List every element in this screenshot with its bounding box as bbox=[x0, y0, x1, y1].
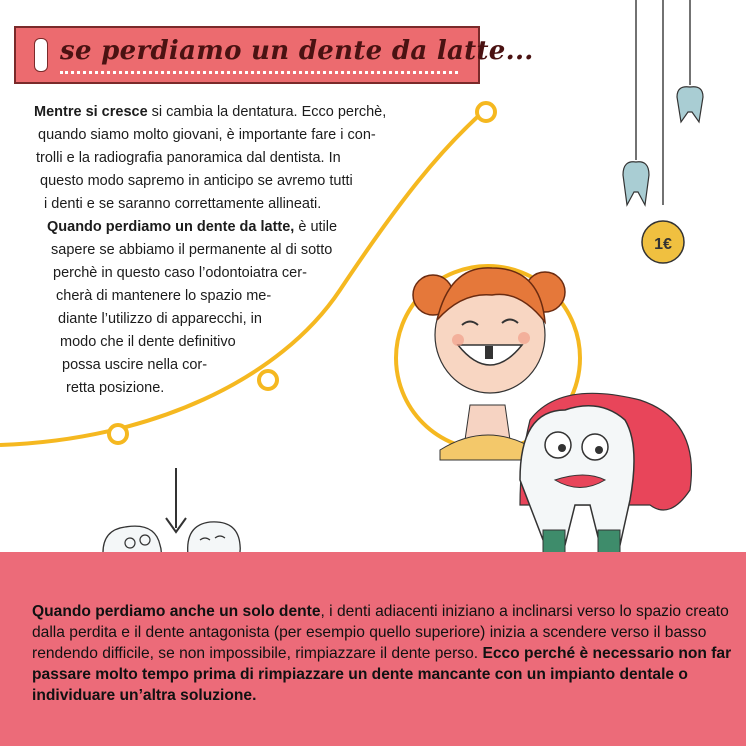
page-title: se perdiamo un dente da latte... bbox=[60, 36, 534, 66]
intro-line-4: questo modo sapremo in anticipo se avremo tutti bbox=[40, 173, 353, 189]
coin-icon bbox=[642, 221, 684, 263]
hanging-tooth-icon-2 bbox=[677, 87, 703, 122]
superhero-tooth-character bbox=[520, 393, 691, 560]
intro-line-3: trolli e la radiografia panoramica dal dentista. In bbox=[36, 150, 341, 166]
hanging-tooth-icon-1 bbox=[623, 162, 649, 205]
curve-ring-bottom bbox=[109, 425, 127, 443]
intro-paragraph bbox=[34, 103, 386, 122]
milk-tooth-line-2: sapere se abbiamo il permanente al di sotto bbox=[51, 242, 333, 258]
curve-ring-top bbox=[477, 103, 495, 121]
missing-tooth-closing: Ecco perché è necessario non far passare molto tempo prima di rimpiazzare un dente mancante con un impianto dentale o individuare un’altra soluzione. bbox=[32, 645, 732, 704]
missing-tooth-lead: Quando perdiamo anche un solo dente bbox=[32, 603, 321, 620]
intro-line-5: i denti e se saranno correttamente allineati. bbox=[44, 196, 322, 212]
curve-ring-middle bbox=[259, 371, 277, 389]
missing-tooth-paragraph bbox=[32, 601, 732, 706]
milk-tooth-line-8: retta posizione. bbox=[66, 380, 165, 396]
milk-tooth-line-5: diante l’utilizzo di apparecchi, in bbox=[58, 311, 262, 327]
missing-tooth-body: , i denti adiacenti iniziano a inclinarsi verso lo spazio creato dalla perdita e il dente antagonista (per esempio quello superiore) inizia a scendere verso il basso rendendo difficile, se non impossibile, rimpiazzare il dente perso. bbox=[32, 603, 729, 662]
milk-tooth-line-3: perchè in questo caso l’odontoiatra cer- bbox=[53, 265, 307, 281]
milk-tooth-line-4: cherà di mantenere lo spazio me- bbox=[56, 288, 272, 304]
intro-line-1: Mentre si cresce si cambia la dentatura. Ecco perchè, bbox=[34, 104, 387, 120]
milk-tooth-lead: Quando perdiamo un dente da latte, bbox=[47, 219, 295, 235]
intro-lead: Mentre si cresce bbox=[34, 104, 148, 120]
intro-line-2: quando siamo molto giovani, è importante fare i con- bbox=[38, 127, 376, 143]
milk-tooth-line-1: Quando perdiamo un dente da latte, è utile bbox=[47, 219, 338, 235]
coin-label: 1€ bbox=[654, 236, 672, 253]
milk-tooth-line-7: possa uscire nella cor- bbox=[62, 357, 208, 373]
milk-tooth-line-6: modo che il dente definitivo bbox=[60, 334, 236, 350]
